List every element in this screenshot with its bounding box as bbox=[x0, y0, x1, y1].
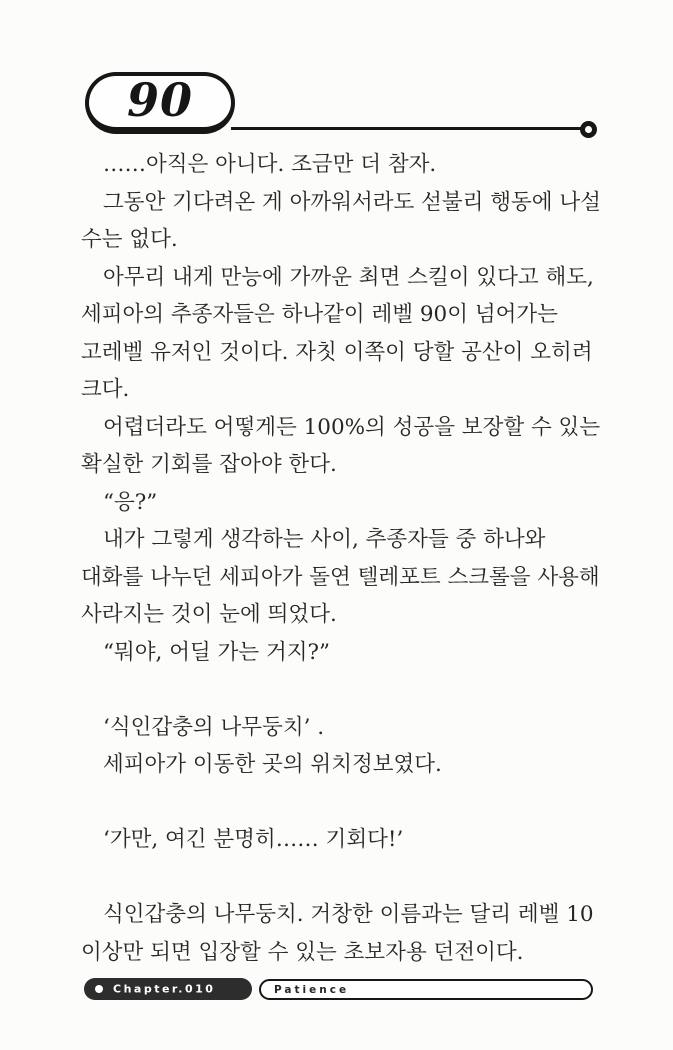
paragraph: ……아직은 아니다. 조금만 더 참자. bbox=[103, 152, 437, 177]
body-text bbox=[81, 146, 603, 971]
chapter-number: 90 bbox=[126, 72, 193, 127]
divider-end-ring-icon bbox=[580, 121, 597, 138]
paragraph-dialogue: “뭐야, 어딜 가는 거지?” bbox=[103, 639, 330, 665]
paragraph: 식인갑충의 나무둥치. 거창한 이름과는 달리 레벨 10 이상만 되면 입장할 수 있는 초보자용 던전이다. bbox=[81, 902, 594, 965]
chapter-number-badge bbox=[85, 72, 235, 134]
paragraph: 그동안 기다려온 게 아까워서라도 섣불리 행동에 나설 수는 없다. bbox=[81, 189, 601, 252]
chapter-dot-icon bbox=[95, 985, 103, 993]
chapter-title: Patience bbox=[274, 983, 350, 996]
chapter-label: Chapter.010 bbox=[113, 982, 216, 995]
paragraph-thought: ‘가만, 여긴 분명히…… 기회다!’ bbox=[103, 827, 404, 852]
paragraph-dialogue: “응?” bbox=[103, 489, 158, 515]
paragraph: 어렵더라도 어떻게든 100%의 성공을 보장할 수 있는 확실한 기회를 잡아야 한다. bbox=[81, 414, 601, 477]
paragraph: 아무리 내게 만능에 가까운 최면 스킬이 있다고 해도, 세피아의 추종자들은 하나같이 레벨 90이 넘어가는 고레벨 유저인 것이다. 자칫 이쪽이 당할 공산이 오히려 크다. bbox=[81, 264, 594, 402]
chapter-label-pill bbox=[84, 978, 252, 1000]
paragraph: 세피아가 이동한 곳의 위치정보였다. bbox=[103, 752, 442, 777]
chapter-title-pill bbox=[259, 979, 593, 1000]
paragraph: 내가 그렇게 생각하는 사이, 추종자들 중 하나와 대화를 나누던 세피아가 돌연 텔레포트 스크롤을 사용해 사라지는 것이 눈에 띄었다. bbox=[81, 527, 600, 627]
divider-line bbox=[231, 127, 581, 130]
paragraph-thought: ‘식인갑충의 나무둥치’ . bbox=[103, 714, 325, 740]
